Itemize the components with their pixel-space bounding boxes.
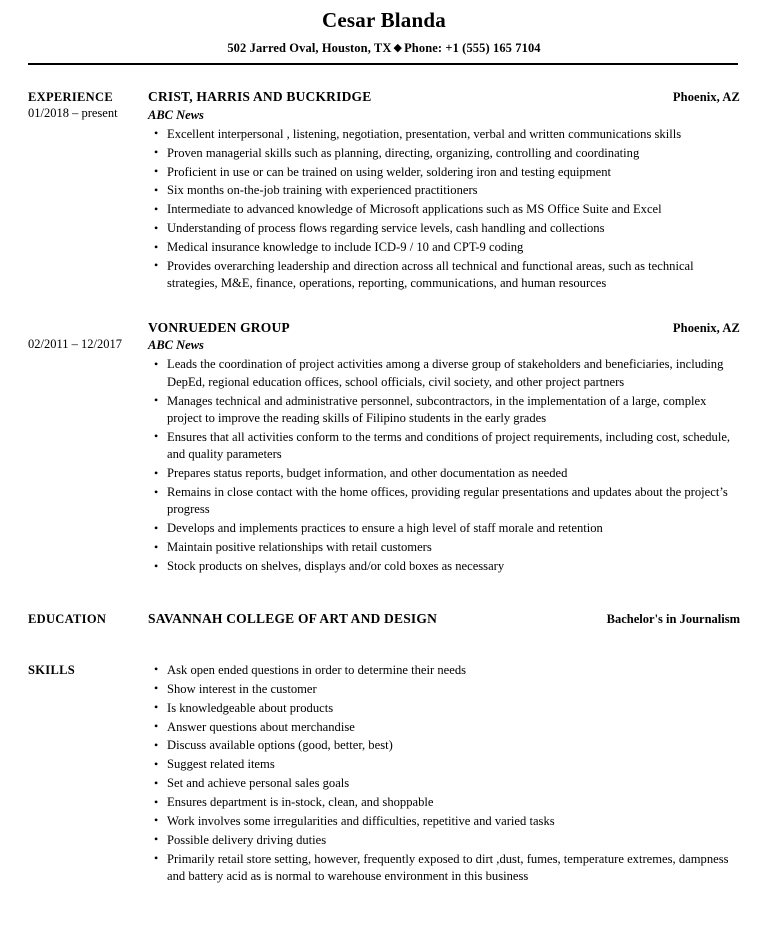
bullet-item: • Ensures department is in-stock, clean, and shoppable <box>148 794 740 811</box>
bullet-item: • Understanding of process flows regarding service levels, cash handling and collections <box>148 220 740 237</box>
job-employer: ABC News <box>148 338 204 353</box>
section-label-experience: EXPERIENCE <box>28 90 113 105</box>
skills-bullet-list <box>148 662 740 886</box>
header-divider <box>28 63 738 65</box>
education-header <box>148 611 740 627</box>
bullet-item: • Proficient in use or can be trained on using welder, soldering iron and testing equipment <box>148 164 740 181</box>
bullet-item: • Ask open ended questions in order to determine their needs <box>148 662 740 679</box>
experience-left-column-2 <box>28 320 148 352</box>
skills-content <box>148 662 740 886</box>
section-label-skills: SKILLS <box>28 662 75 677</box>
contact-address: 502 Jarred Oval, Houston, TX <box>227 41 392 56</box>
section-experience-second-job <box>0 320 768 576</box>
resume-header <box>0 0 768 56</box>
bullet-item: • Primarily retail store setting, however, frequently exposed to dirt ,dust, fumes, temperature extremes, dampness and battery acid as is normal to warehouse environment in this business <box>148 851 740 886</box>
bullet-item: • Excellent interpersonal , listening, negotiation, presentation, verbal and written communications skills <box>148 126 740 143</box>
contact-phone: Phone: +1 (555) 165 7104 <box>404 41 541 56</box>
job-employer: ABC News <box>148 107 204 122</box>
bullet-item: • Set and achieve personal sales goals <box>148 775 740 792</box>
bullet-item: • Medical insurance knowledge to include ICD-9 / 10 and CPT-9 coding <box>148 239 740 256</box>
job-company: VONRUEDEN GROUP <box>148 319 290 335</box>
section-experience <box>0 89 768 293</box>
bullet-item: • Provides overarching leadership and direction across all technical and functional areas, such as technical strategies, M&E, finance, operations, reporting, communications, and human resources <box>148 258 740 293</box>
section-skills <box>0 662 768 886</box>
bullet-item: • Possible delivery driving duties <box>148 832 740 849</box>
bullet-item: • Work involves some irregularities and difficulties, repetitive and varied tasks <box>148 813 740 830</box>
job-entry <box>148 320 740 576</box>
bullet-item: • Prepares status reports, budget information, and other documentation as needed <box>148 465 740 482</box>
bullet-item: • Ensures that all activities conform to the terms and conditions of project requirements, including cost, schedule, and quality parameters <box>148 429 740 464</box>
job-bullet-list <box>148 126 740 293</box>
job-location: Phoenix, AZ <box>672 320 740 335</box>
job-date-range: 01/2018 – present <box>28 106 118 121</box>
education-left-column <box>28 611 148 627</box>
bullet-item: • Proven managerial skills such as planning, directing, organizing, controlling and coordinating <box>148 145 740 162</box>
diamond-separator-icon: ◆ <box>393 42 403 55</box>
job-date-range: 02/2011 – 12/2017 <box>28 336 122 351</box>
experience-left-column <box>28 89 148 121</box>
job-header <box>148 89 740 105</box>
bullet-item: • Discuss available options (good, better, best) <box>148 737 740 754</box>
bullet-item: • Show interest in the customer <box>148 681 740 698</box>
bullet-item: • Answer questions about merchandise <box>148 719 740 736</box>
section-label-education: EDUCATION <box>28 612 107 627</box>
experience-content-2 <box>148 320 740 576</box>
contact-line <box>0 41 768 56</box>
bullet-item: • Stock products on shelves, displays and/or cold boxes as necessary <box>148 558 740 575</box>
skills-left-column <box>28 662 148 678</box>
bullet-item: • Suggest related items <box>148 756 740 773</box>
job-bullet-list <box>148 356 740 575</box>
job-header <box>148 320 740 336</box>
experience-content <box>148 89 740 293</box>
education-degree: Bachelor's in Journalism <box>606 612 740 627</box>
section-education <box>0 611 768 627</box>
bullet-item: • Leads the coordination of project activities among a diverse group of stakeholders and beneficiaries, including DepEd, regional education offices, school officials, civil society, and other project partners <box>148 356 740 391</box>
bullet-item: • Manages technical and administrative personnel, subcontractors, in the implementation of a large, complex project to improve the reading skills of Filipino students in the early grades <box>148 393 740 428</box>
bullet-item: • Is knowledgeable about products <box>148 700 740 717</box>
bullet-item: • Intermediate to advanced knowledge of Microsoft applications such as MS Office Suite and Excel <box>148 201 740 218</box>
candidate-name: Cesar Blanda <box>322 8 446 32</box>
education-school: SAVANNAH COLLEGE OF ART AND DESIGN <box>148 611 438 627</box>
job-location: Phoenix, AZ <box>672 90 740 105</box>
bullet-item: • Six months on-the-job training with experienced practitioners <box>148 182 740 199</box>
bullet-item: • Remains in close contact with the home offices, providing regular presentations and updates about the project’s progress <box>148 484 740 519</box>
job-company: CRIST, HARRIS AND BUCKRIDGE <box>148 89 372 105</box>
bullet-item: • Maintain positive relationships with retail customers <box>148 539 740 556</box>
bullet-item: • Develops and implements practices to ensure a high level of staff morale and retention <box>148 520 740 537</box>
job-entry <box>148 89 740 293</box>
education-content <box>148 611 740 627</box>
